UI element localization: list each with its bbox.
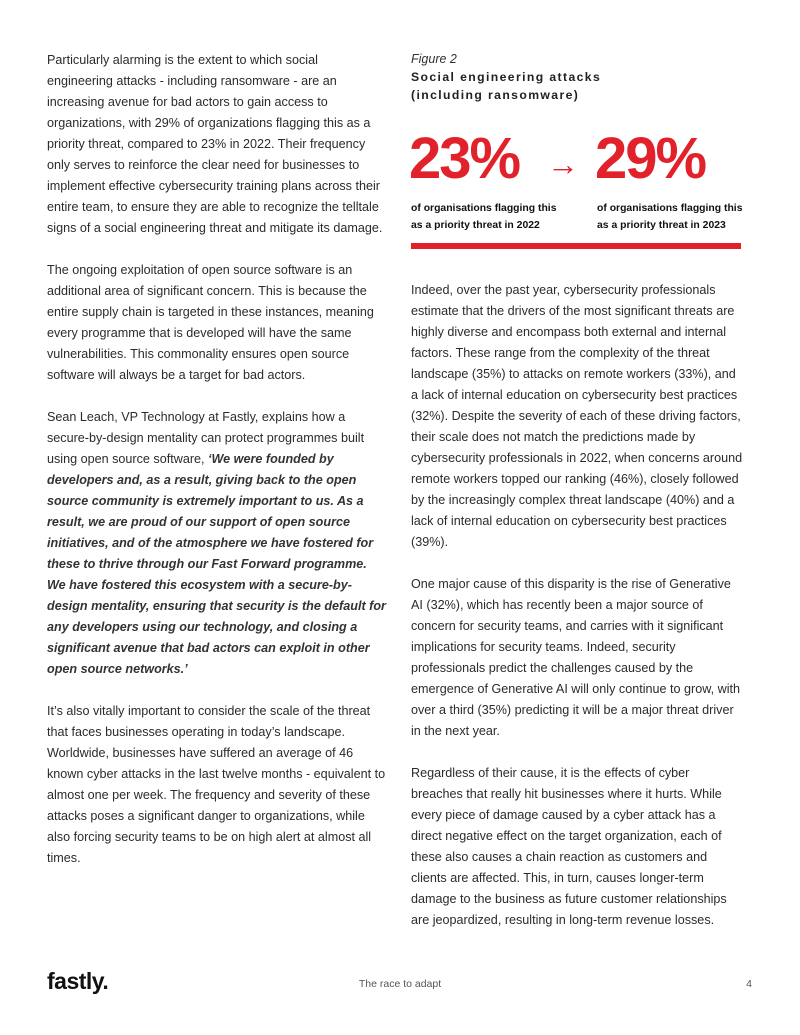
figure-label: Figure 2 [411, 52, 457, 66]
right-column [411, 280, 743, 952]
figure-divider-bar [411, 243, 741, 249]
caption-2023-line2: as a priority threat in 2023 [597, 220, 726, 231]
stat-2023: 29% [595, 126, 706, 191]
figure-title-line1: Social engineering attacks [411, 70, 602, 84]
paragraph-generative-ai: One major cause of this disparity is the rise of Generative AI (32%), which has recently been a major source of concern for security teams, and carries with it significant implications for security teams. Indeed, security professionals predict the challenges caused by the emergence of Generative AI will only continue to grow, with over a third (35%) predicting it will be a major threat driver in the next year. [411, 577, 741, 738]
page-footer [0, 968, 800, 998]
page-number: 4 [746, 978, 752, 990]
paragraph-open-source: The ongoing exploitation of open source software is an additional area of significant concern. This is because the entire supply chain is targeted in these instances, meaning every programme that is developed will have the same vulnerabilities. This commonality ensures open source software will always be a target for bad actors. [47, 263, 374, 382]
left-column [47, 50, 387, 890]
caption-2022 [411, 200, 571, 234]
footer-title: The race to adapt [358, 978, 442, 990]
caption-2023-line1: of organisations flagging this [597, 203, 743, 214]
paragraph-scale: It’s also vitally important to consider the scale of the threat that faces businesses operating in today’s landscape. Worldwide, businesses have suffered an average of 46 known cyber attacks in the last twelve months - equivalent to almost one per week. The frequency and severity of these attacks poses a significant danger to organizations, while also forcing security teams to be on high alert at almost all times. [47, 704, 386, 865]
paragraph-sean-leach [47, 407, 387, 680]
quote-intro: Sean Leach, VP Technology at Fastly, explains how a secure-by-design mentality can protect programmes built using open source software, [47, 410, 365, 466]
arrow-right-icon: → [547, 146, 579, 182]
figure-title-line2: (including ransomware) [411, 88, 580, 102]
figure-2 [411, 50, 743, 242]
fastly-logo: fastly. [47, 968, 109, 994]
caption-2022-line1: of organisations flagging this [411, 203, 557, 214]
caption-2022-line2: as a priority threat in 2022 [411, 220, 540, 231]
stat-2022: 23% [409, 126, 520, 191]
paragraph-threat-drivers: Indeed, over the past year, cybersecurity professionals estimate that the drivers of the most significant threats are highly diverse and encompass both external and internal factors. These range from the complexity of the threat landscape (35%) to attacks on remote workers (33%), and a lack of internal education on cybersecurity best practices (32%). Despite the severity of each of these driving factors, their scale does not match the predictions made by cybersecurity professionals in 2022, when concerns around remote workers topped our ranking (46%), closely followed by the increasingly complex threat landscape (40%) and a lack of internal education on cybersecurity best practices (39%). [411, 283, 743, 549]
stats-comparison [409, 126, 743, 242]
caption-2023 [597, 200, 757, 234]
quote-text: ‘We were founded by developers and, as a result, giving back to the open source community is extremely important to us. As a result, we are proud of our support of open source initiatives, and of the atmosphere we have fostered for these to thrive through our Fast Forward programme. We have fostered this ecosystem with a secure-by-design mentality, ensuring that security is the default for any developers using our technology, and closing a significant avenue that bad actors can exploit in other open source networks.’ [47, 452, 386, 676]
paragraph-social-engineering: Particularly alarming is the extent to which social engineering attacks - including ransomware - are an increasing avenue for bad actors to gain access to organizations, with 29% of organizations flagging this as a priority threat, compared to 23% in 2022. Their frequency only serves to reinforce the clear need for businesses to implement effective cybersecurity training plans across their entire team, to ensure they are able to recognize the telltale signs of a social engineering threat and mitigate its damage. [47, 53, 383, 235]
paragraph-breach-effects: Regardless of their cause, it is the effects of cyber breaches that really hit businesses where it hurts. While every piece of damage caused by a cyber attack has a direct negative effect on the target organization, each of these also causes a chain reaction as customers and clients are affected. This, in turn, causes longer-term damage to the business as future customer relationships are jeopardized, resulting in long-term revenue losses. [411, 766, 727, 927]
